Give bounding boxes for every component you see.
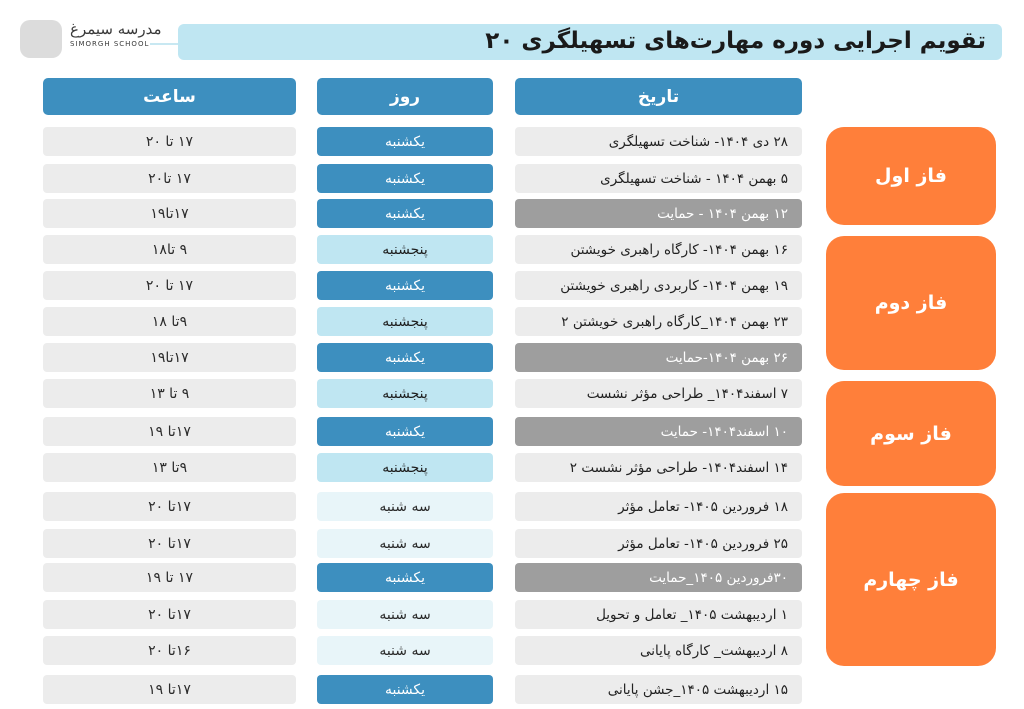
logo-text: مدرسه سیمرغ	[70, 20, 162, 38]
row-day: یکشنبه	[317, 199, 493, 228]
phase-4-label: فاز چهارم	[826, 493, 996, 666]
app-icon-placeholder	[20, 20, 62, 58]
row-time: ۹ تا ۱۳	[43, 379, 296, 408]
logo-subtext: SIMORGH SCHOOL	[70, 40, 150, 48]
page-title: تقویم اجرایی دوره مهارت‌های تسهیلگری ۲۰	[485, 28, 986, 54]
row-day: یکشنبه	[317, 271, 493, 300]
row-time: ۹تا ۱۸	[43, 307, 296, 336]
row-date: ۱۲ بهمن ۱۴۰۴ - حمایت	[515, 199, 802, 228]
row-day: سه شنبه	[317, 529, 493, 558]
row-day: پنجشنبه	[317, 307, 493, 336]
row-day: پنجشنبه	[317, 235, 493, 264]
row-date: ۱۰ اسفند۱۴۰۴- حمایت	[515, 417, 802, 446]
row-time: ۱۷تا۱۹	[43, 199, 296, 228]
row-day: سه شنبه	[317, 600, 493, 629]
header-time: ساعت	[43, 78, 296, 115]
row-time: ۱۷ تا ۱۹	[43, 563, 296, 592]
row-time: ۱۷تا ۱۹	[43, 675, 296, 704]
row-date: ۸ اردیبهشت_ کارگاه پایانی	[515, 636, 802, 665]
row-time: ۱۶تا ۲۰	[43, 636, 296, 665]
row-date: ۱۹ بهمن ۱۴۰۴- کاربردی راهبری خویشتن	[515, 271, 802, 300]
row-day: یکشنبه	[317, 127, 493, 156]
row-time: ۹ تا۱۸	[43, 235, 296, 264]
header-date: تاریخ	[515, 78, 802, 115]
row-date: ۲۳ بهمن ۱۴۰۴_کارگاه راهبری خویشتن ۲	[515, 307, 802, 336]
row-day: سه شنبه	[317, 636, 493, 665]
row-time: ۱۷تا ۱۹	[43, 417, 296, 446]
row-time: ۱۷ تا۲۰	[43, 164, 296, 193]
row-day: سه شنبه	[317, 492, 493, 521]
row-day: یکشنبه	[317, 343, 493, 372]
row-time: ۱۷تا ۲۰	[43, 492, 296, 521]
brand-logo	[70, 20, 162, 56]
row-date: ۲۸ دی ۱۴۰۴- شناخت تسهیلگری	[515, 127, 802, 156]
row-day: یکشنبه	[317, 164, 493, 193]
row-day: یکشنبه	[317, 417, 493, 446]
row-day: پنجشنبه	[317, 379, 493, 408]
row-date: ۵ بهمن ۱۴۰۴ - شناخت تسهیلگری	[515, 164, 802, 193]
row-time: ۱۷تا۱۹	[43, 343, 296, 372]
row-time: ۹تا ۱۳	[43, 453, 296, 482]
row-date: ۱۶ بهمن ۱۴۰۴- کارگاه راهبری خویشتن	[515, 235, 802, 264]
row-time: ۱۷ تا ۲۰	[43, 127, 296, 156]
row-time: ۱۷ تا ۲۰	[43, 271, 296, 300]
row-date: ۲۵ فروردین ۱۴۰۵- تعامل مؤثر	[515, 529, 802, 558]
row-day: یکشنبه	[317, 563, 493, 592]
row-date: ۱۸ فروردین ۱۴۰۵- تعامل مؤثر	[515, 492, 802, 521]
row-day: یکشنبه	[317, 675, 493, 704]
row-time: ۱۷تا ۲۰	[43, 600, 296, 629]
phase-2-label: فاز دوم	[826, 236, 996, 370]
row-date: ۱۵ اردیبهشت ۱۴۰۵_جشن پایانی	[515, 675, 802, 704]
phase-1-label: فاز اول	[826, 127, 996, 225]
row-date: ۷ اسفند۱۴۰۴_ طراحی مؤثر نشست	[515, 379, 802, 408]
row-date: ۱۴ اسفند۱۴۰۴- طراحی مؤثر نشست ۲	[515, 453, 802, 482]
phase-3-label: فاز سوم	[826, 381, 996, 486]
row-date: ۳۰فروردین ۱۴۰۵_حمایت	[515, 563, 802, 592]
row-date: ۱ اردیبهشت ۱۴۰۵_ تعامل و تحویل	[515, 600, 802, 629]
row-time: ۱۷تا ۲۰	[43, 529, 296, 558]
title-banner	[178, 24, 1002, 60]
header-day: روز	[317, 78, 493, 115]
row-date: ۲۶ بهمن ۱۴۰۴-حمایت	[515, 343, 802, 372]
row-day: پنجشنبه	[317, 453, 493, 482]
